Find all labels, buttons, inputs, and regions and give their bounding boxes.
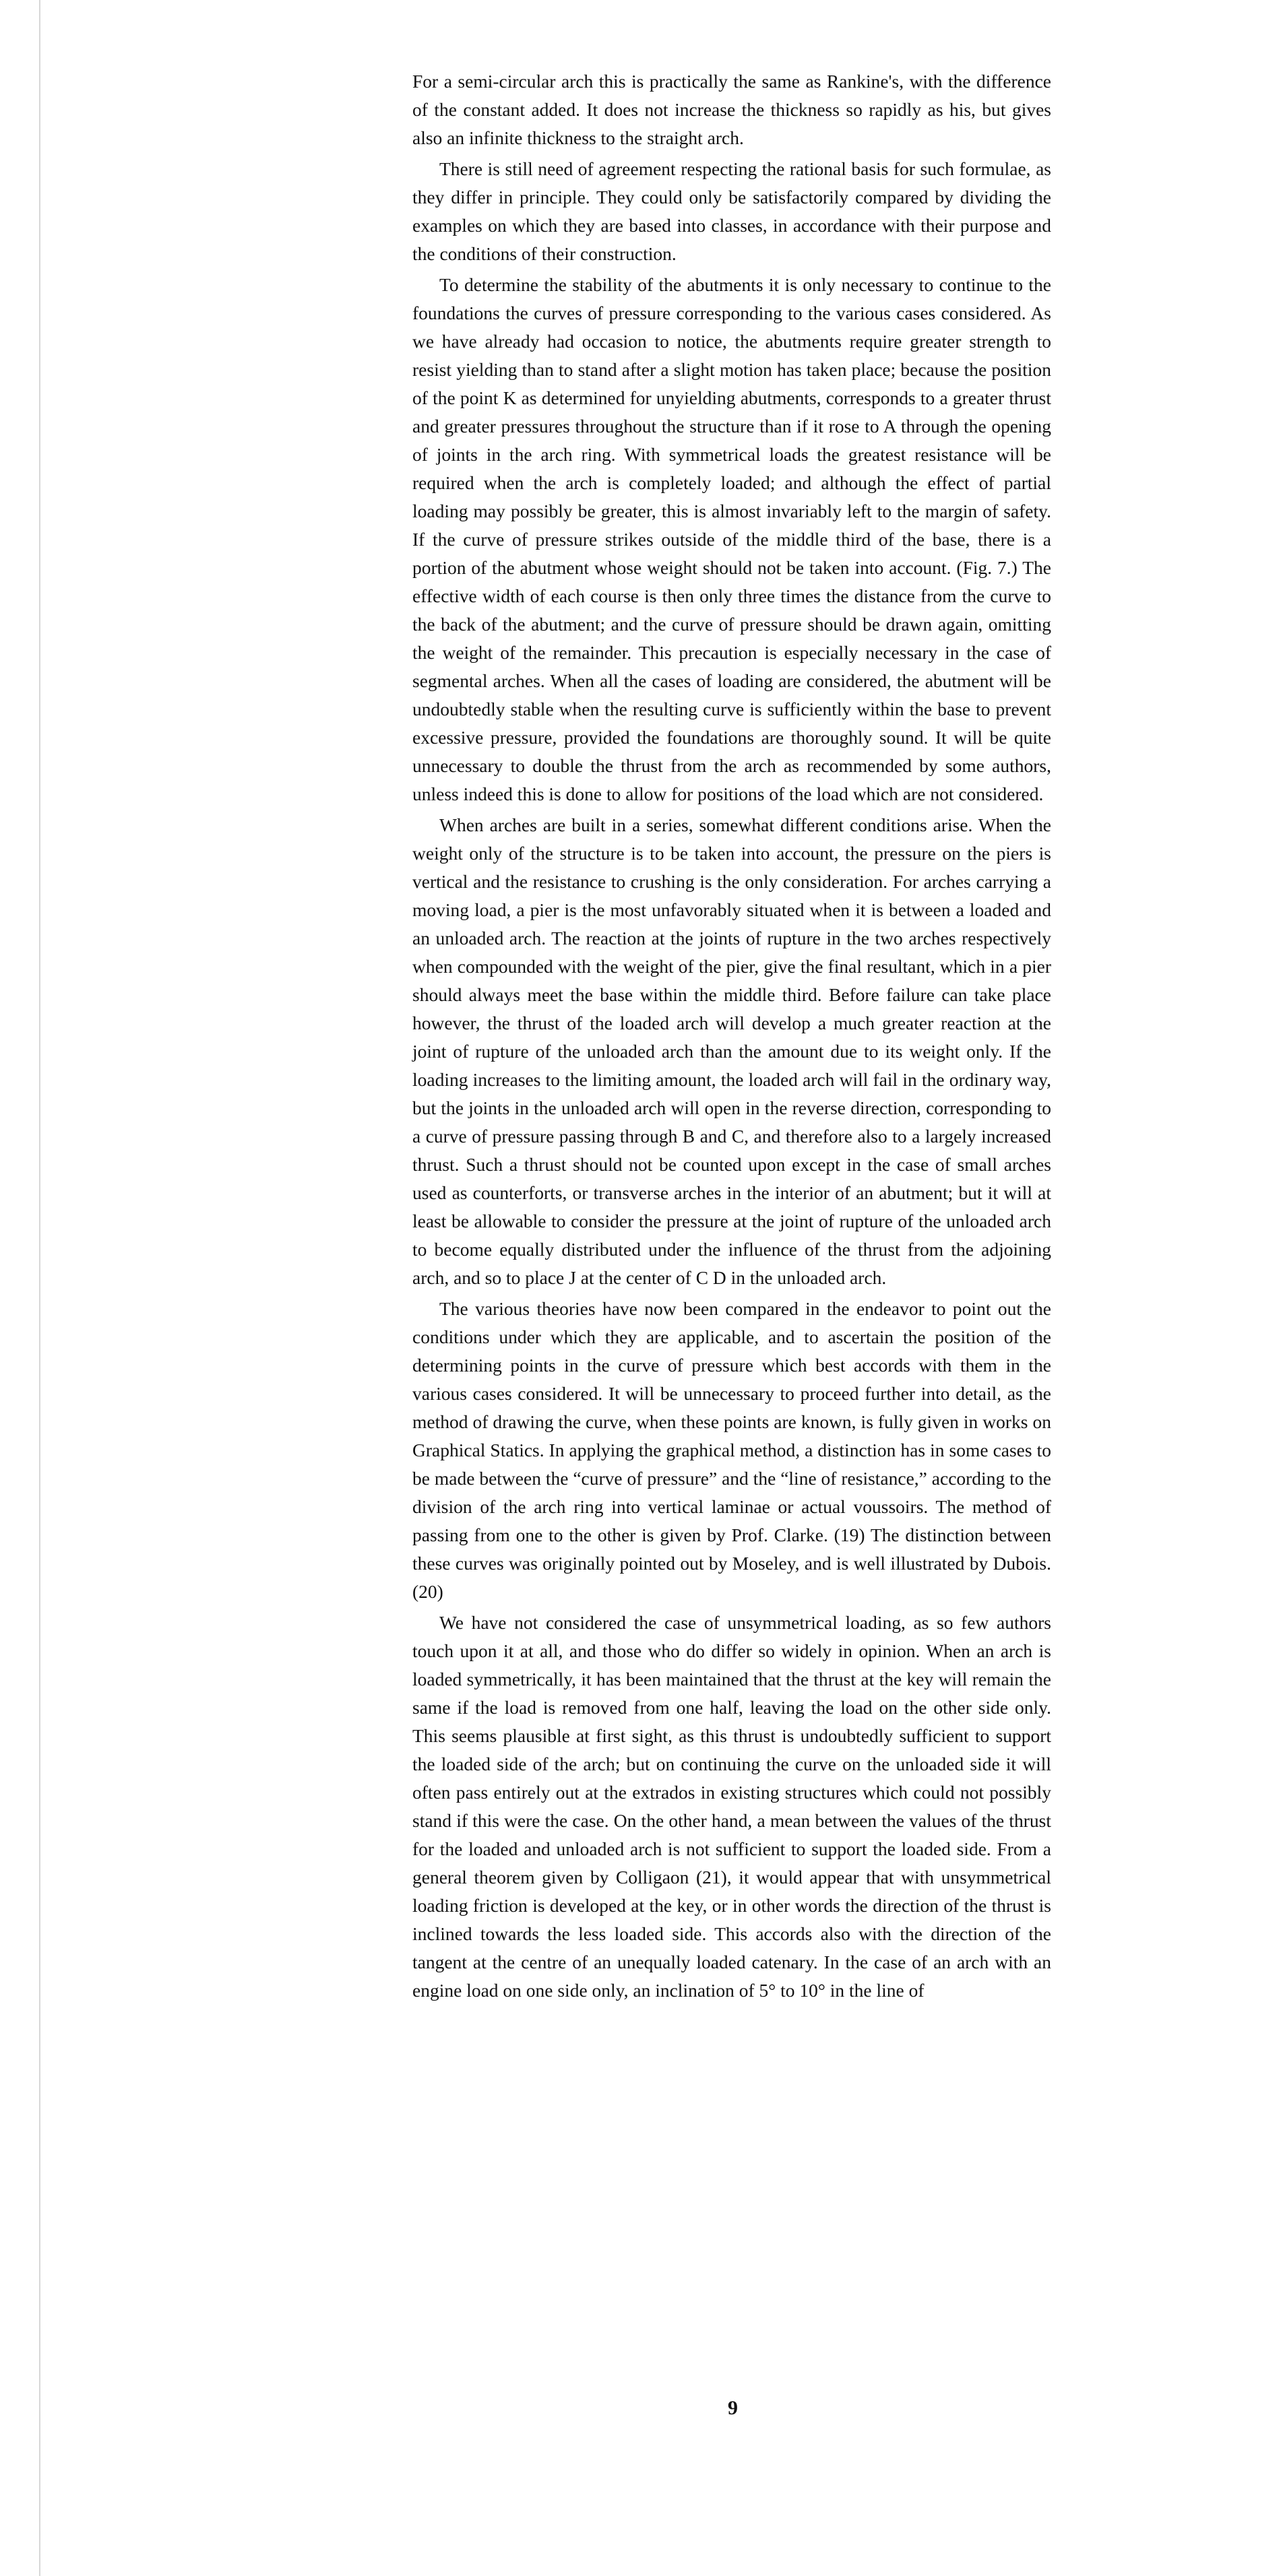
page-edge-rule xyxy=(39,0,40,2576)
paragraph-3: To determine the stability of the abutments it is only necessary to continue to the foundations the curves of pressure corresponding to the various cases considered. As we have already had occasion to notice, the abutments require greater strength to resist yielding than to stand after a slight motion has taken place; because the position of the point K as determined for unyielding abutments, corresponds to a greater thrust and greater pressures throughout the structure than if it rose to A through the opening of joints in the arch ring. With symmetrical loads the greatest resistance will be required when the arch is completely loaded; and although the effect of partial loading may possibly be greater, this is almost invariably left to the margin of safety. If the curve of pressure strikes outside of the middle third of the base, there is a portion of the abutment whose weight should not be taken into account. (Fig. 7.) The effective width of each course is then only three times the distance from the curve to the back of the abutment; and the curve of pressure should be drawn again, omitting the weight of the remainder. This precaution is especially necessary in the case of segmental arches. When all the cases of loading are considered, the abutment will be undoubtedly stable when the resulting curve is sufficiently within the base to prevent excessive pressure, provided the foundations are thoroughly sound. It will be quite unnecessary to double the thrust from the arch as recommended by some authors, unless indeed this is done to allow for positions of the load which are not considered. xyxy=(412,274,1051,804)
paragraph-5: The various theories have now been compared in the endeavor to point out the conditions under which they are applicable, and to ascertain the position of the determining points in the curve of pressure which best accords with them in the various cases considered. It will be unnecessary to proceed further into detail, as the method of drawing the curve, when these points are known, is fully given in works on Graphical Statics. In applying the graphical method, a distinction has in some cases to be made between the “curve of pressure” and the “line of resistance,” according to the division of the arch ring into vertical laminae or actual voussoirs. The method of passing from one to the other is given by Prof. Clarke. (19) The distinction between these curves was originally pointed out by Moseley, and is well illustrated by Dubois. (20) xyxy=(412,1298,1051,1602)
paragraph-1: For a semi-circular arch this is practically the same as Rankine's, with the difference of the constant added. It does not increase the thickness so rapidly as his, but gives also an infinite thickness to the straight arch. xyxy=(412,71,1051,148)
text-column xyxy=(412,67,1051,2007)
paragraph-6: We have not considered the case of unsymmetrical loading, as so few authors touch upon it at all, and those who do differ so widely in opinion. When an arch is loaded symmetrically, it has been maintained that the thrust at the key will remain the same if the load is removed from one half, leaving the load on the other side only. This seems plausible at first sight, as this thrust is undoubtedly sufficient to support the loaded side of the arch; but on continuing the curve on the unloaded side it will often pass entirely out at the extrados in existing structures which could not possibly stand if this were the case. On the other hand, a mean between the values of the thrust for the loaded and unloaded arch is not sufficient to support the loaded side. From a general theorem given by Colligaon (21), it would appear that with unsymmetrical loading friction is developed at the key, or in other words the direction of the thrust is inclined towards the less loaded side. This accords also with the direction of the tangent at the centre of an unequally loaded catenary. In the case of an arch with an engine load on one side only, an inclination of 5° to 10° in the line of xyxy=(412,1612,1051,2001)
page-number: 9 xyxy=(728,2397,738,2419)
paragraph-4: When arches are built in a series, somewhat different conditions arise. When the weight only of the structure is to be taken into account, the pressure on the piers is vertical and the resistance to crushing is the only consideration. For arches carrying a moving load, a pier is the most unfavorably situated when it is between a loaded and an unloaded arch. The reaction at the joints of rupture in the two arches respectively when compounded with the weight of the pier, give the final resultant, which in a pier should always meet the base within the middle third. Before failure can take place however, the thrust of the loaded arch will develop a much greater reaction at the joint of rupture of the unloaded arch than the amount due to its weight only. If the loading increases to the limiting amount, the loaded arch will fail in the ordinary way, but the joints in the unloaded arch will open in the reverse direction, corresponding to a curve of pressure passing through B and C, and therefore also to a largely increased thrust. Such a thrust should not be counted upon except in the case of small arches used as counterforts, or transverse arches in the interior of an abutment; but it will at least be allowable to consider the pressure at the joint of rupture of the unloaded arch to become equally distributed under the influence of the thrust from the adjoining arch, and so to place J at the center of C D in the unloaded arch. xyxy=(412,814,1051,1288)
paragraph-2: There is still need of agreement respecting the rational basis for such formulae, as they differ in principle. They could only be satisfactorily compared by dividing the examples on which they are based into classes, in accordance with their purpose and the conditions of their construction. xyxy=(412,158,1051,264)
